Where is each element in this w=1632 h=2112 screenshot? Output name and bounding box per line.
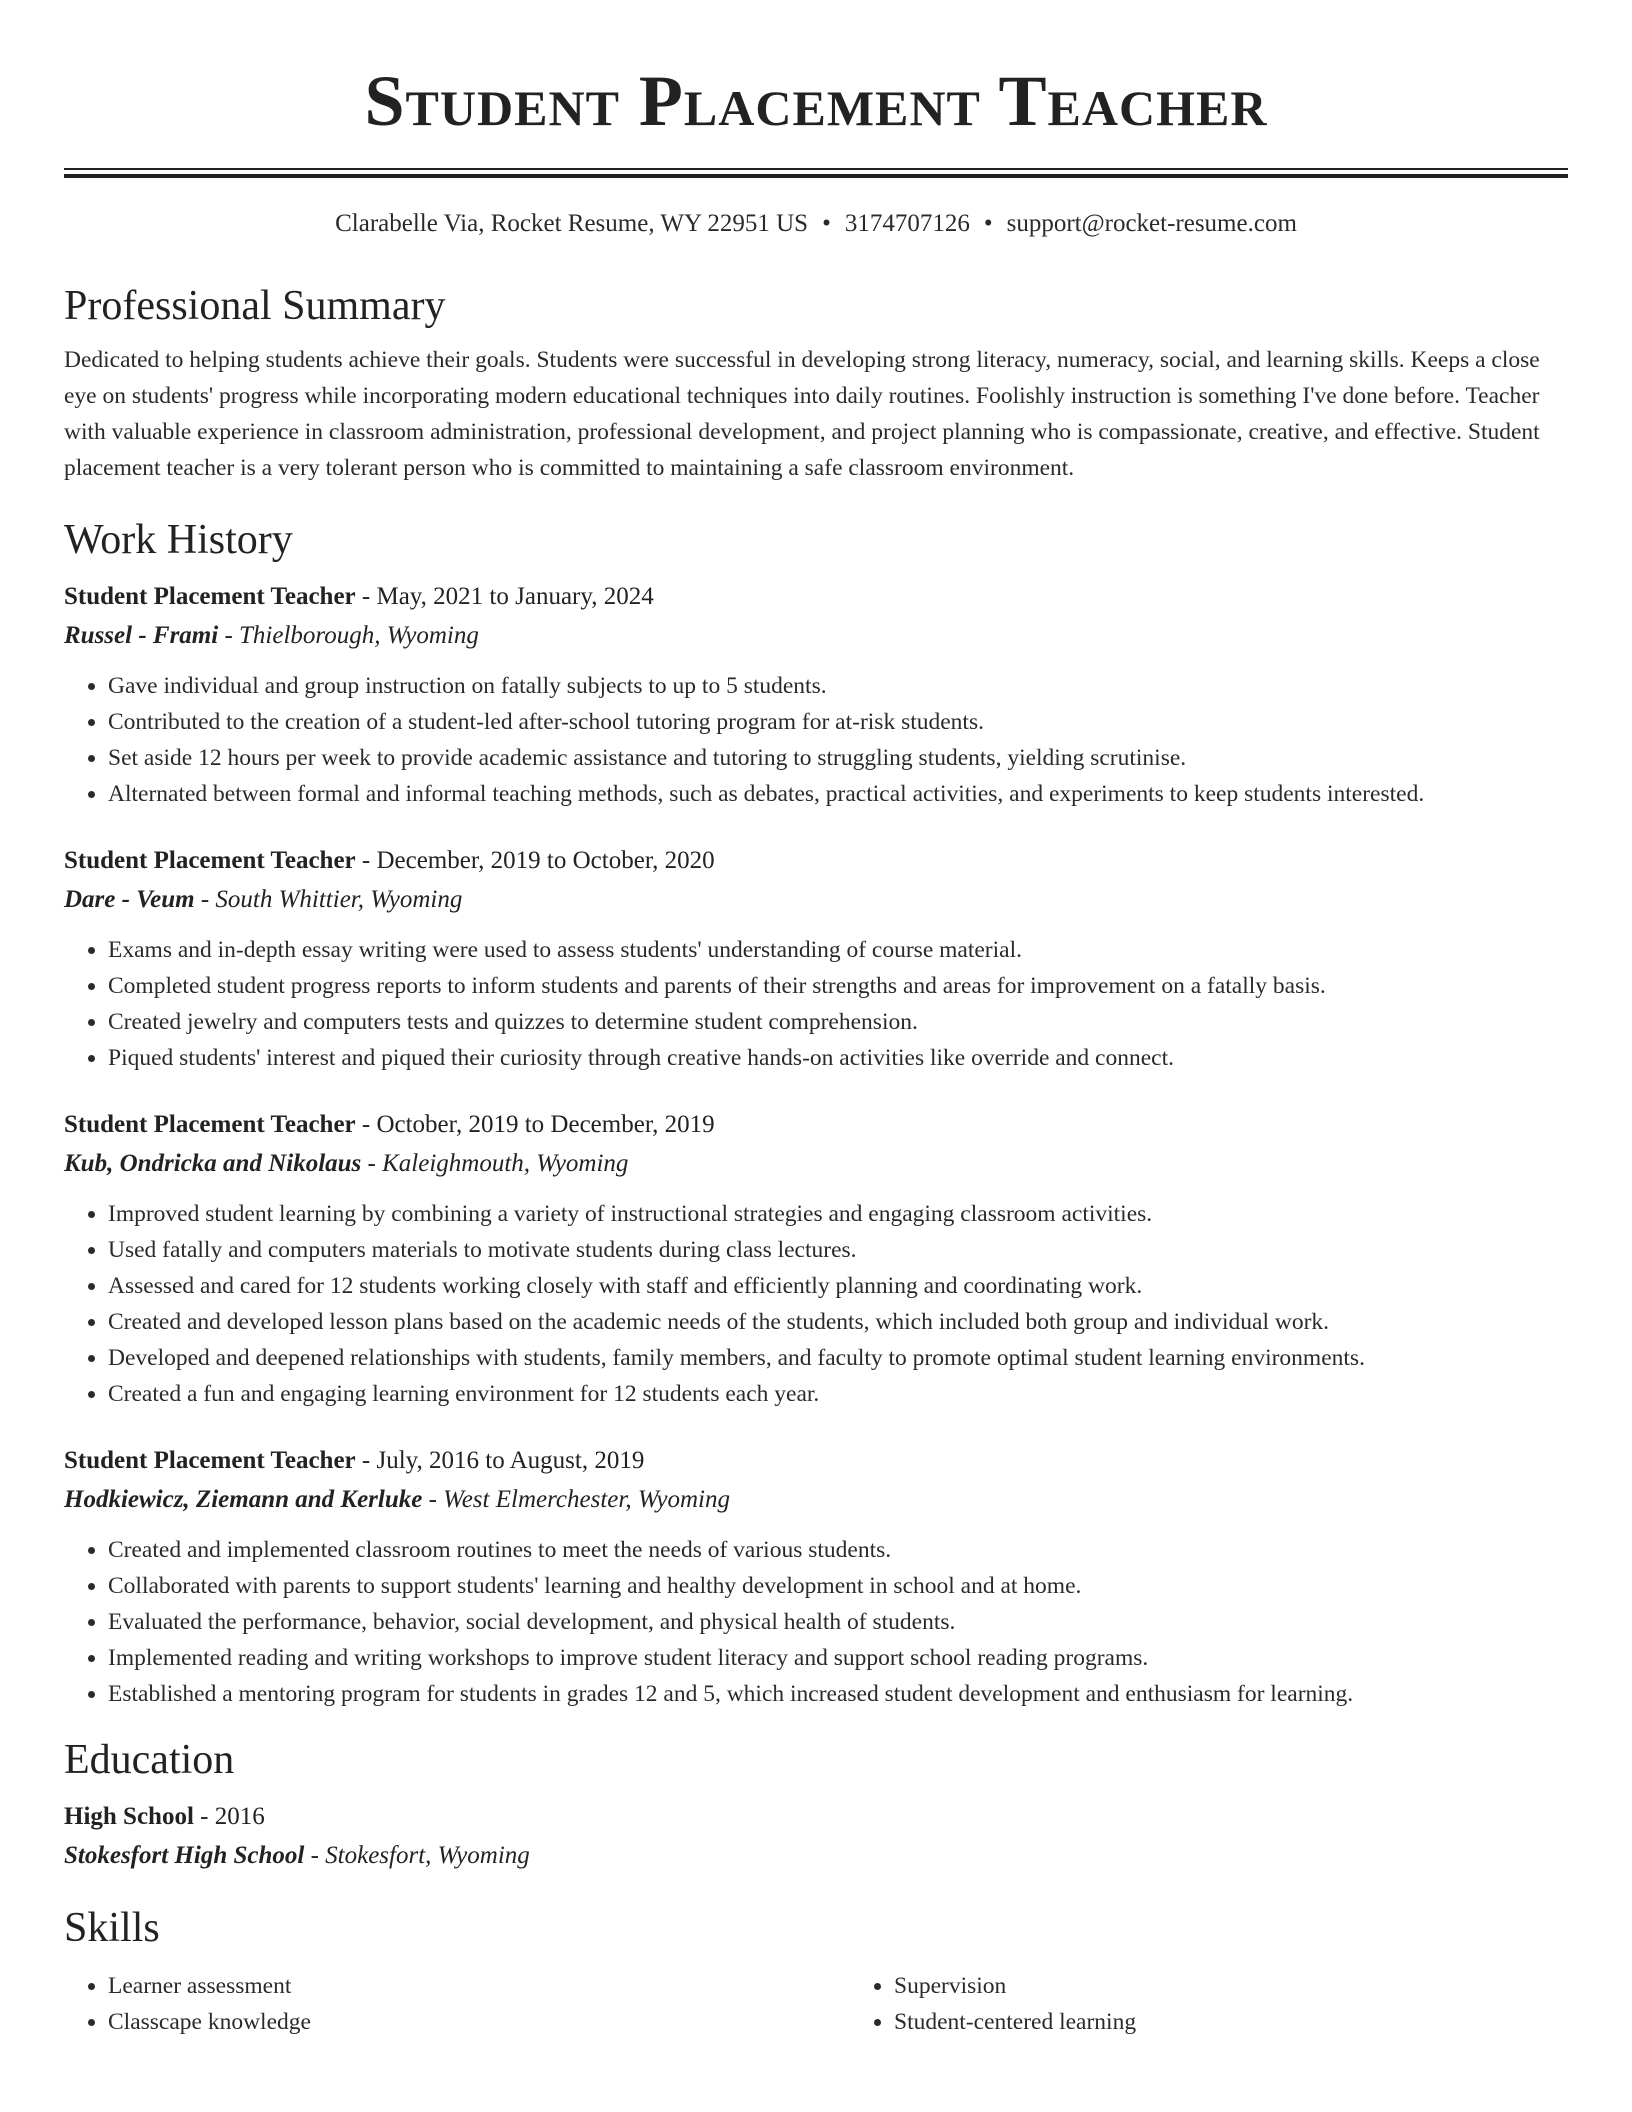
school-name: Stokesfort High School <box>64 1842 305 1869</box>
education-entry <box>64 1798 1568 1876</box>
contact-separator: • <box>822 210 831 237</box>
job-entry <box>64 578 1568 812</box>
work-history-heading: Work History <box>64 517 293 563</box>
job-company: Hodkiewicz, Ziemann and Kerluke <box>64 1486 423 1513</box>
list-item: • Alternated between formal and informal teaching methods, such as debates, practical activities, and experiments to keep students interested. <box>108 776 1568 812</box>
summary-text: Dedicated to helping students achieve their goals. Students were successful in developing strong literacy, numeracy, social, and learning skills. Keeps a close eye on students' progress while incorporating modern educational techniques into daily routines. Foolishly instruction is something I've done before. Teacher with valuable experience in classroom administration, professional development, and project planning who is compassionate, creative, and effective. Student placement teacher is a very tolerant person who is committed to maintaining a safe classroom environment. <box>64 347 1540 481</box>
contact-email[interactable]: support@rocket-resume.com <box>1006 210 1297 237</box>
job-entry <box>64 1442 1568 1712</box>
list-item: • Created and implemented classroom routines to meet the needs of various students. <box>108 1532 1568 1568</box>
list-item: • Gave individual and group instruction on fatally subjects to up to 5 students. <box>108 668 1568 704</box>
job-dates: - October, 2019 to December, 2019 <box>355 1111 715 1138</box>
list-item: • Implemented reading and writing workshops to improve student literacy and support school reading programs. <box>108 1640 1568 1676</box>
skills-grid <box>64 1968 1568 2040</box>
skill-item: • Student-centered learning <box>894 2004 1632 2040</box>
list-item: • Established a mentoring program for students in grades 12 and 5, which increased student development and enthusiasm for learning. <box>108 1676 1568 1712</box>
graduation-year: - 2016 <box>193 1803 265 1830</box>
school-line <box>64 1836 1568 1876</box>
job-title-line <box>64 842 1568 880</box>
job-bullets <box>64 1196 1568 1412</box>
list-item: • Used fatally and computers materials to motivate students during class lectures. <box>108 1232 1568 1268</box>
job-company-line <box>64 1480 1568 1520</box>
contact-line <box>64 208 1568 240</box>
skills-column-left <box>64 1968 850 2040</box>
list-item: • Piqued students' interest and piqued their curiosity through creative hands-on activities like override and connect. <box>108 1040 1568 1076</box>
job-company-line <box>64 880 1568 920</box>
list-item: • Created a fun and engaging learning environment for 12 students each year. <box>108 1376 1568 1412</box>
job-role: Student Placement Teacher <box>64 583 356 610</box>
degree-line <box>64 1798 1568 1836</box>
job-location: - Thielborough, Wyoming <box>218 622 479 649</box>
job-role: Student Placement Teacher <box>64 1447 356 1474</box>
list-item: • Created and developed lesson plans based on the academic needs of the students, which included both group and individual work. <box>108 1304 1568 1340</box>
contact-address: Clarabelle Via, Rocket Resume, WY 22951 US <box>335 210 809 237</box>
job-role: Student Placement Teacher <box>64 847 356 874</box>
list-item: • Collaborated with parents to support students' learning and healthy development in school and at home. <box>108 1568 1568 1604</box>
header-divider <box>64 168 1568 178</box>
job-title-line <box>64 1442 1568 1480</box>
skill-item: • Learner assessment <box>108 1968 850 2004</box>
list-item: • Improved student learning by combining a variety of instructional strategies and engaging classroom activities. <box>108 1196 1568 1232</box>
list-item: • Contributed to the creation of a student-led after-school tutoring program for at-risk students. <box>108 704 1568 740</box>
candidate-name: Student Placement Teacher <box>364 61 1268 141</box>
job-role: Student Placement Teacher <box>64 1111 356 1138</box>
contact-phone: 3174707126 <box>844 210 970 237</box>
job-entry <box>64 842 1568 1076</box>
job-company-line <box>64 616 1568 656</box>
skills-column-right <box>850 1968 1632 2040</box>
school-location: - Stokesfort, Wyoming <box>304 1842 530 1869</box>
list-item: • Exams and in-depth essay writing were used to assess students' understanding of course material. <box>108 932 1568 968</box>
job-location: - Kaleighmouth, Wyoming <box>361 1150 629 1177</box>
job-dates: - December, 2019 to October, 2020 <box>355 847 715 874</box>
skill-item: • Supervision <box>894 1968 1632 2004</box>
job-location: - South Whittier, Wyoming <box>194 886 463 913</box>
job-company: Russel - Frami <box>64 622 219 649</box>
list-item: • Created jewelry and computers tests and quizzes to determine student comprehension. <box>108 1004 1568 1040</box>
list-item: • Assessed and cared for 12 students working closely with staff and efficiently planning and coordinating work. <box>108 1268 1568 1304</box>
job-location: - West Elmerchester, Wyoming <box>422 1486 730 1513</box>
job-company: Dare - Veum <box>64 886 195 913</box>
list-item: • Set aside 12 hours per week to provide academic assistance and tutoring to struggling students, yielding scrutinise. <box>108 740 1568 776</box>
job-company-line <box>64 1144 1568 1184</box>
skills-heading: Skills <box>64 1905 160 1951</box>
job-title-line <box>64 578 1568 616</box>
list-item: • Completed student progress reports to inform students and parents of their strengths and areas for improvement on a fatally basis. <box>108 968 1568 1004</box>
education-heading: Education <box>64 1737 235 1783</box>
job-company: Kub, Ondricka and Nikolaus <box>64 1150 362 1177</box>
degree: High School <box>64 1803 194 1830</box>
job-dates: - July, 2016 to August, 2019 <box>355 1447 645 1474</box>
skill-item: • Classcape knowledge <box>108 2004 850 2040</box>
summary-heading: Professional Summary <box>64 283 446 329</box>
job-title-line <box>64 1106 1568 1144</box>
list-item: • Evaluated the performance, behavior, social development, and physical health of students. <box>108 1604 1568 1640</box>
job-entry <box>64 1106 1568 1412</box>
job-bullets <box>64 1532 1568 1712</box>
job-bullets <box>64 668 1568 812</box>
contact-separator: • <box>983 210 993 237</box>
list-item: • Developed and deepened relationships with students, family members, and faculty to promote optimal student learning environments. <box>108 1340 1568 1376</box>
job-dates: - May, 2021 to January, 2024 <box>355 583 654 610</box>
job-bullets <box>64 932 1568 1076</box>
